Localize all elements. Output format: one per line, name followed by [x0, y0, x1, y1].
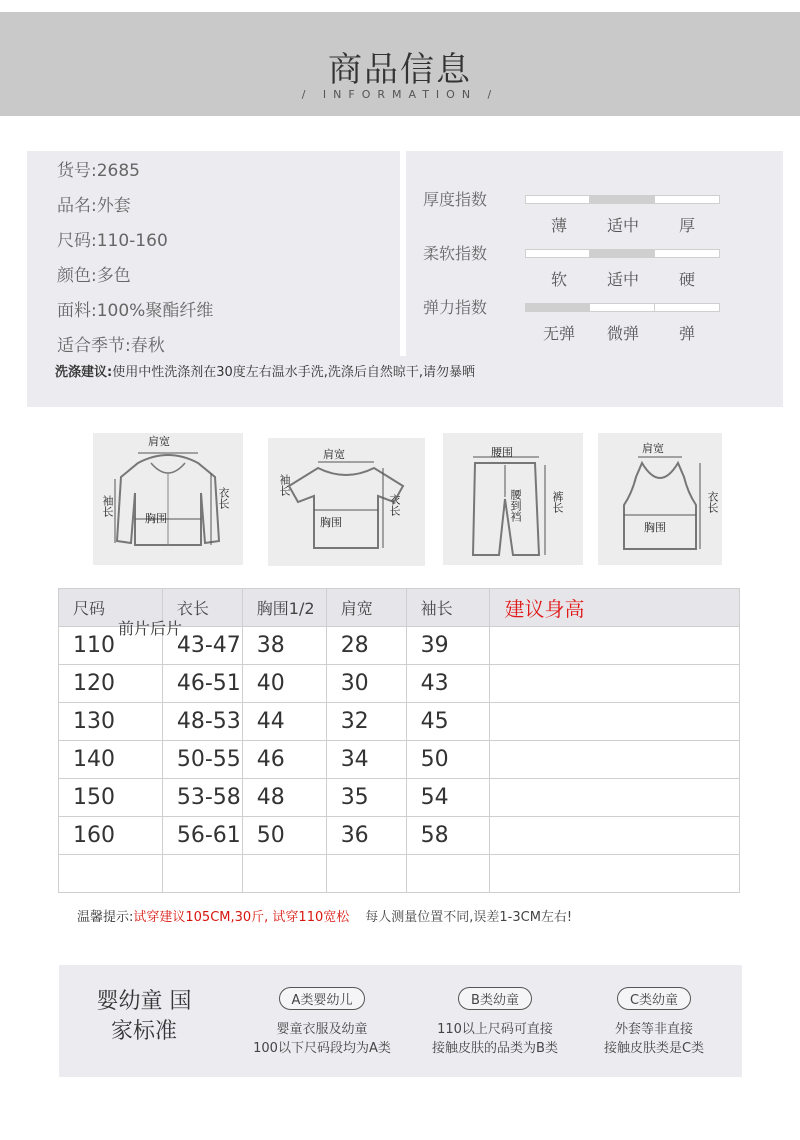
class-a-desc: 婴童衣服及幼童 100以下尺码段均为A类 [253, 1022, 391, 1056]
table-cell: 140 [59, 741, 163, 779]
header-cell: 袖长 [406, 589, 490, 627]
table-row [59, 817, 740, 855]
label-shoulder: 肩宽 [323, 448, 345, 461]
table-row [59, 779, 740, 817]
header-cell: 胸围1/2 [242, 589, 326, 627]
header-cell-height: 建议身高 [490, 589, 740, 627]
table-cell: 160 [59, 817, 163, 855]
attr-name: 品名:外套 [57, 196, 131, 216]
label-waist: 腰围 [491, 446, 513, 459]
attr-color: 颜色:多色 [57, 266, 131, 286]
jacket-diagram [93, 433, 243, 565]
index-option: 弹 [678, 324, 695, 343]
table-cell: 28 [326, 627, 406, 665]
product-attributes [57, 157, 417, 367]
table-cell: 46 [242, 741, 326, 779]
length-subheader: 前片后片 [118, 619, 183, 638]
wash-label: 洗涤建议: [55, 365, 113, 380]
tip-red: 试穿建议105CM,30斤, 试穿110宽松 [133, 910, 350, 925]
class-a-pill: A类婴幼儿 [279, 987, 366, 1010]
table-cell [490, 817, 740, 855]
label-length: 衣长 [217, 487, 230, 509]
table-cell [490, 741, 740, 779]
header-cell: 衣长 [162, 589, 242, 627]
table-cell [490, 703, 740, 741]
attr-season: 适合季节:春秋 [57, 336, 165, 356]
tip-note: 每人测量位置不同,误差1-3CM左右! [365, 910, 573, 925]
wash-text: 使用中性洗涤剂在30度左右温水手洗,洗涤后自然晾干,请勿暴晒 [112, 365, 476, 380]
tip-label: 温馨提示: [77, 910, 134, 925]
vest-diagram [598, 433, 722, 565]
table-cell: 48 [242, 779, 326, 817]
wash-advice [55, 361, 475, 380]
index-option: 微弹 [606, 324, 639, 343]
product-info-panel [27, 151, 783, 407]
table-cell: 46-51 [162, 665, 242, 703]
tshirt-diagram [268, 438, 425, 566]
national-standard-panel [59, 965, 742, 1077]
index-bar [525, 195, 720, 204]
table-cell [490, 627, 740, 665]
measurement-diagrams [0, 433, 800, 568]
index-bar [525, 249, 720, 258]
table-cell [490, 779, 740, 817]
table-cell: 150 [59, 779, 163, 817]
label-shoulder: 肩宽 [148, 435, 170, 448]
table-cell: 120 [59, 665, 163, 703]
table-cell: 38 [242, 627, 326, 665]
table-cell: 40 [242, 665, 326, 703]
table-cell: 30 [326, 665, 406, 703]
table-cell: 43 [406, 665, 490, 703]
index-option: 薄 [550, 216, 567, 235]
index-option: 适中 [606, 270, 639, 289]
table-cell: 53-58 [162, 779, 242, 817]
standard-title: 婴幼童 国家标准 [96, 989, 192, 1044]
table-row [59, 741, 740, 779]
index-option: 无弹 [542, 324, 575, 343]
standard-class-a [237, 987, 407, 1058]
header-cell: 肩宽 [326, 589, 406, 627]
section-title: 商品信息 [328, 50, 472, 90]
table-cell [490, 665, 740, 703]
table-row [59, 703, 740, 741]
attr-size: 尺码:110-160 [57, 231, 168, 251]
table-cell: 58 [406, 817, 490, 855]
info-header [0, 12, 800, 116]
index-label: 柔软指数 [423, 244, 488, 263]
label-shoulder: 肩宽 [642, 442, 664, 455]
class-b-pill: B类幼童 [458, 987, 532, 1010]
table-cell: 50-55 [162, 741, 242, 779]
label-length: 裤长 [551, 491, 564, 513]
divider [400, 151, 406, 356]
index-option: 厚 [678, 216, 695, 235]
table-cell: 110 [59, 627, 163, 665]
table-cell: 45 [406, 703, 490, 741]
table-cell: 50 [406, 741, 490, 779]
class-c-desc: 外套等非直接 接触皮肤类是C类 [603, 1022, 705, 1056]
pants-diagram [443, 433, 583, 565]
standard-class-c [569, 987, 739, 1058]
table-cell: 35 [326, 779, 406, 817]
header-cell: 尺码 [59, 589, 163, 627]
index-bar [525, 303, 720, 312]
attr-item-no: 货号:2685 [57, 161, 140, 181]
section-subtitle: / INFORMATION / [301, 88, 499, 101]
label-chest: 胸围 [644, 521, 666, 534]
label-length: 衣长 [706, 491, 719, 513]
label-sleeve: 袖长 [278, 474, 291, 496]
table-cell: 39 [406, 627, 490, 665]
table-cell: 44 [242, 703, 326, 741]
index-label: 厚度指数 [423, 190, 488, 209]
label-length: 衣长 [388, 494, 401, 516]
table-cell: 130 [59, 703, 163, 741]
table-cell: 50 [242, 817, 326, 855]
table-cell: 32 [326, 703, 406, 741]
index-option: 硬 [678, 270, 695, 289]
index-label: 弹力指数 [423, 298, 488, 317]
table-cell: 56-61 [162, 817, 242, 855]
table-cell: 36 [326, 817, 406, 855]
index-option: 软 [550, 270, 567, 289]
label-sleeve: 袖长 [101, 495, 114, 517]
table-row [59, 665, 740, 703]
table-cell: 34 [326, 741, 406, 779]
label-chest: 胸围 [320, 516, 342, 529]
table-cell: 48-53 [162, 703, 242, 741]
table-cell: 54 [406, 779, 490, 817]
label-chest: 胸围 [145, 512, 167, 525]
warm-tip [77, 906, 572, 925]
table-cell: 43-47 [162, 627, 242, 665]
label-crotch: 腰到裆 [509, 489, 522, 522]
table-row-empty [59, 855, 740, 893]
index-option: 适中 [606, 216, 639, 235]
attr-fabric: 面料:100%聚酯纤维 [57, 301, 214, 321]
class-c-pill: C类幼童 [617, 987, 691, 1010]
class-b-desc: 110以上尺码可直接 接触皮肤的品类为B类 [432, 1022, 558, 1056]
standard-class-b [410, 987, 580, 1058]
